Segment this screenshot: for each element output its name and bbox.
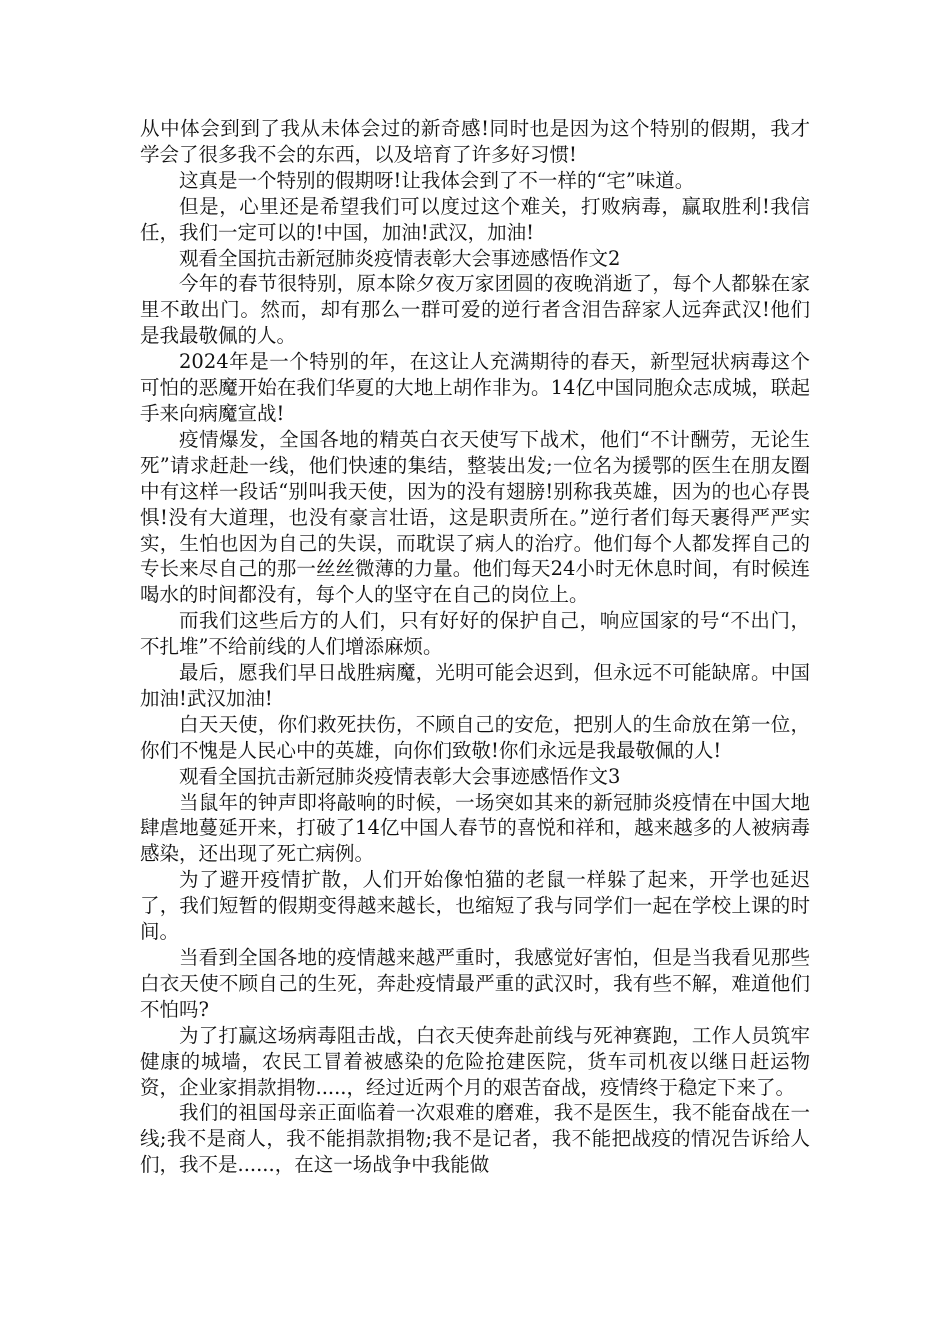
- paragraph: 我们的祖国母亲正面临着一次艰难的磨难，我不是医生，我不能奋战在一线;我不是商人，我不能捐款捐物;我不是记者，我不能把战疫的情况告诉给人们，我不是......，在这一场战争中我能做: [140, 1101, 810, 1177]
- paragraph: 2024年是一个特别的年，在这让人充满期待的春天，新型冠状病毒这个可怕的恶魔开始在我们华夏的大地上胡作非为。14亿中国同胞众志成城，联起手来向病魔宣战!: [140, 350, 810, 425]
- paragraph: 为了打赢这场病毒阻击战，白衣天使奔赴前线与死神赛跑，工作人员筑牢健康的城墙，农民工冒着被感染的危险抢建医院，货车司机夜以继日赶运物资，企业家捐款捐物.....，经过近两个月的艰苦奋战，疫情终于稳定下来了。: [140, 1023, 810, 1099]
- paragraph: 白天天使，你们救死扶伤，不顾自己的安危，把别人的生命放在第一位，你们不愧是人民心中的英雄，向你们致敬!你们永远是我最敬佩的人!: [140, 712, 810, 762]
- document-page: [140, 116, 810, 1178]
- section-heading: 观看全国抗击新冠肺炎疫情表彰大会事迹感悟作文2: [179, 246, 621, 270]
- section-heading: 观看全国抗击新冠肺炎疫情表彰大会事迹感悟作文3: [179, 764, 621, 788]
- paragraph: 当看到全国各地的疫情越来越严重时，我感觉好害怕，但是当我看见那些白衣天使不顾自己的生死，奔赴疫情最严重的武汉时，我有些不解，难道他们不怕吗?: [140, 946, 810, 1021]
- paragraph: 当鼠年的钟声即将敲响的时候，一场突如其来的新冠肺炎疫情在中国大地肆虐地蔓延开来，打破了14亿中国人春节的喜悦和祥和，越来越多的人被病毒感染，还出现了死亡病例。: [140, 790, 810, 866]
- paragraph: 但是，心里还是希望我们可以度过这个难关，打败病毒，赢取胜利!我信任，我们一定可以的!中国，加油!武汉，加油!: [140, 194, 810, 244]
- paragraph: 从中体会到到了我从未体会过的新奇感!同时也是因为这个特别的假期，我才学会了很多我不会的东西，以及培育了许多好习惯!: [140, 117, 810, 166]
- paragraph: 最后，愿我们早日战胜病魔，光明可能会迟到，但永远不可能缺席。中国加油!武汉加油!: [140, 661, 810, 710]
- paragraph: 为了避开疫情扩散，人们开始像怕猫的老鼠一样躲了起来，开学也延迟了，我们短暂的假期变得越来越长，也缩短了我与同学们一起在学校上课的时间。: [140, 868, 810, 944]
- paragraph: 今年的春节很特别，原本除夕夜万家团圆的夜晚消逝了，每个人都躲在家里不敢出门。然而，却有那么一群可爱的逆行者含泪告辞家人远奔武汉!他们是我最敬佩的人。: [140, 272, 810, 348]
- paragraph: 而我们这些后方的人们，只有好好的保护自己，响应国家的号“不出门，不扎堆”不给前线的人们增添麻烦。: [140, 609, 810, 659]
- paragraph: 疫情爆发，全国各地的精英白衣天使写下战术，他们“不计酬劳，无论生死”请求赶赴一线，他们快速的集结，整装出发;一位名为援鄂的医生在朋友圈中有这样一段话“别叫我天使，因为的没有翅膀!别称我英雄，因为的也心存畏惧!没有大道理，也没有豪言壮语，这是职责所在。”逆行者们每天裹得严严实实，生怕也因为自己的失误，而耽误了病人的治疗。他们每个人都发挥自己的专长来尽自己的那一丝丝微薄的力量。他们每天24小时无休息时间，有时候连喝水的时间都没有，每个人的坚守在自己的岗位上。: [140, 427, 810, 607]
- paragraph: 这真是一个特别的假期呀!让我体会到了不一样的“宅”味道。: [179, 168, 695, 192]
